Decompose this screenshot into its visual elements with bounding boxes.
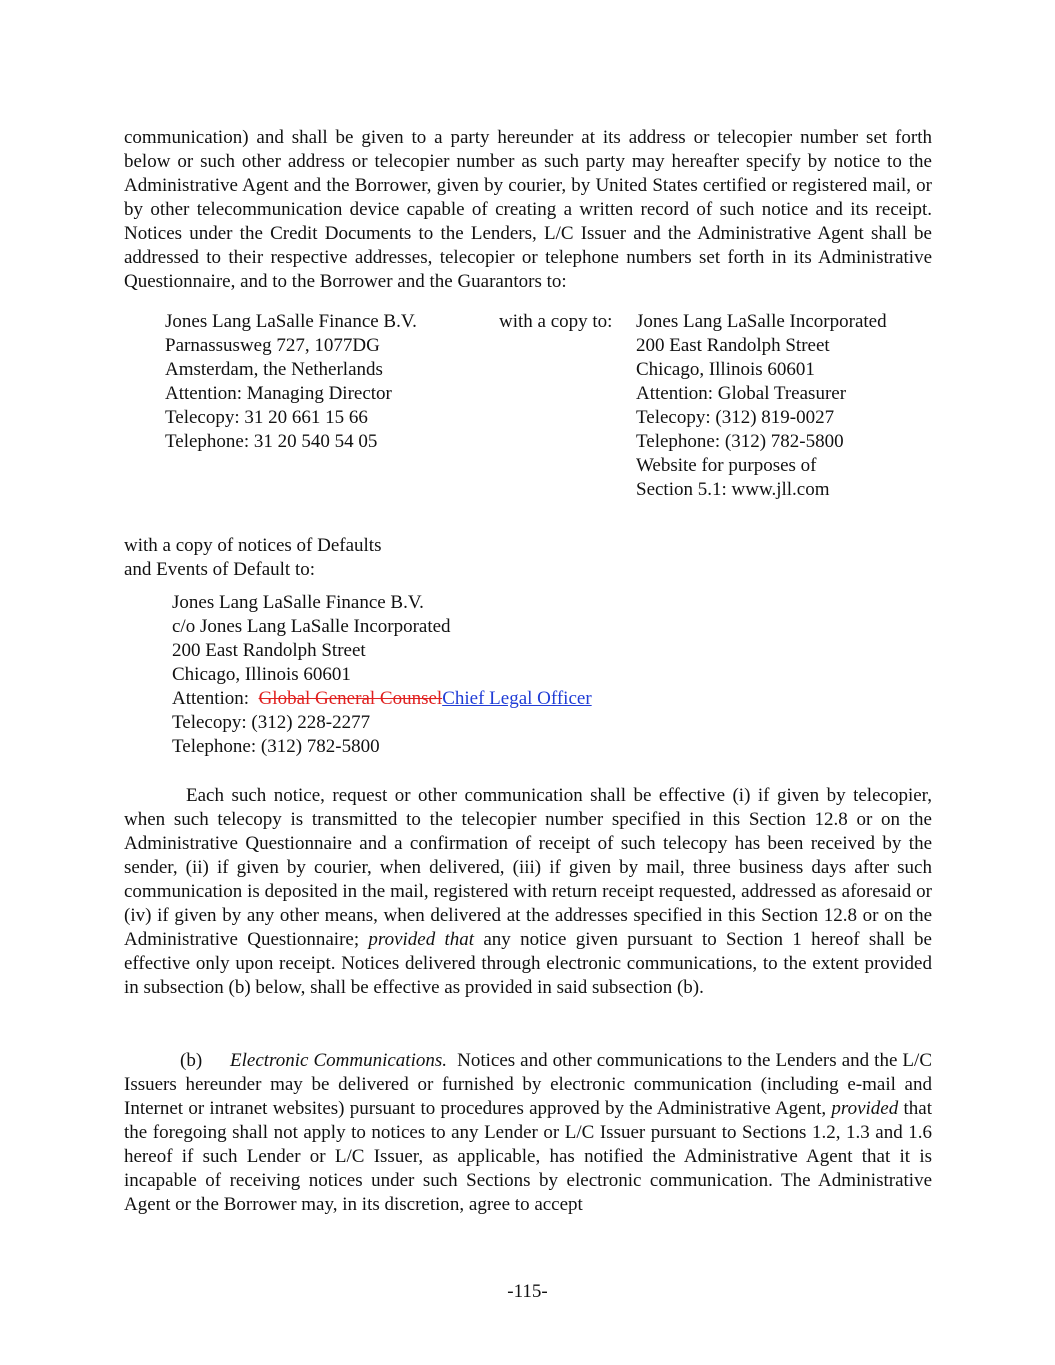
paragraph-text: that the foregoing shall not apply to notices to any Lender or L/C Issuer pursuant to Sections 1.2, 1.3 and 1.6 hereof if such Lender or L/C Issuer, as applicable, has notified the Administrative Agent that it is incapable of receiving notices under such Sections by electronic communication. The Administrative Agent or the Borrower may, in its discretion, agree to accept bbox=[124, 1098, 932, 1215]
notice-delivery-paragraph: communication) and shall be given to a party hereunder at its address or telecopier number set forth below or such other address or telecopier number as such party may hereafter specify by notice to the Administrative Agent and the Borrower, given by courier, by United States certified or registered mail, or by other telecommunication device capable of creating a written record of such notice and its receipt. Notices under the Credit Documents to the Lenders, L/C Issuer and the Administrative Agent shall be addressed to their respective addresses, telecopier or telephone numbers set forth in its Administrative Questionnaire, and to the Borrower and the Guarantors to: bbox=[124, 127, 932, 292]
deleted-text: Global General Counsel bbox=[258, 688, 443, 709]
address-line: Section 5.1: www.jll.com bbox=[636, 479, 830, 500]
page-number: -115- bbox=[507, 1281, 548, 1302]
paragraph-text: Each such notice, request or other communication shall be effective (i) if given by telecopier, when such telecopy is transmitted to the telecopier number specified in this Section 12.8 or on the Administrative Questionnaire and a confirmation of receipt of such telecopy has been received by the sender, (ii) if given by courier, when delivered, (iii) if given by mail, three business days after such communication is deposited in the mail, registered with return receipt requested, addressed as aforesaid or (iv) if given by any other means, when delivered at the addresses specified in this Section 12.8 or on the Administrative Questionnaire; bbox=[124, 785, 932, 950]
address-line: Attention: Global Treasurer bbox=[636, 383, 847, 404]
address-line: Telephone: (312) 782-5800 bbox=[172, 736, 380, 757]
address-line: Telecopy: 31 20 661 15 66 bbox=[165, 407, 368, 428]
borrower-address-block bbox=[165, 310, 417, 454]
paragraph-text: Notices and other communications to the Lenders and the L/C Issuers hereunder may be delivered or furnished by electronic communication (including e-mail and Internet or intranet websites) pursuant to procedures approved by the Administrative Agent, bbox=[124, 1050, 937, 1119]
defaults-address-block bbox=[172, 591, 592, 759]
paragraph-text: any notice given pursuant to Section 1 hereof shall be effective only upon receipt. Notices delivered through electronic communications, to the extent provided in subsection (b) below, shall be effective as provided in said subsection (b). bbox=[124, 929, 932, 998]
attention-line bbox=[172, 687, 592, 711]
intro-line: with a copy of notices of Defaults bbox=[124, 535, 382, 556]
address-line: Telecopy: (312) 228-2277 bbox=[172, 712, 371, 733]
subsection-heading: Electronic Communications. bbox=[230, 1050, 448, 1071]
address-line: Telephone: 31 20 540 54 05 bbox=[165, 431, 378, 452]
address-line: Jones Lang LaSalle Finance B.V. bbox=[165, 311, 417, 332]
address-line: Jones Lang LaSalle Incorporated bbox=[636, 311, 887, 332]
address-line: Chicago, Illinois 60601 bbox=[172, 664, 351, 685]
address-line: 200 East Randolph Street bbox=[172, 640, 366, 661]
intro-line: and Events of Default to: bbox=[124, 559, 316, 580]
electronic-communications-paragraph bbox=[124, 1049, 937, 1217]
address-line: Jones Lang LaSalle Finance B.V. bbox=[172, 592, 424, 613]
copy-to-label: with a copy to: bbox=[499, 311, 613, 332]
address-line: Attention: Managing Director bbox=[165, 383, 392, 404]
attention-prefix: Attention: bbox=[172, 688, 259, 709]
address-line: Parnassusweg 727, 1077DG bbox=[165, 335, 380, 356]
address-line: Website for purposes of bbox=[636, 455, 817, 476]
effectiveness-paragraph bbox=[124, 784, 932, 1000]
address-line: Amsterdam, the Netherlands bbox=[165, 359, 383, 380]
italic-proviso: provided bbox=[831, 1098, 899, 1119]
address-line: Chicago, Illinois 60601 bbox=[636, 359, 815, 380]
copy-address-block bbox=[636, 310, 887, 502]
address-line: Telecopy: (312) 819-0027 bbox=[636, 407, 835, 428]
inserted-text: Chief Legal Officer bbox=[442, 688, 592, 709]
subsection-marker: (b) bbox=[180, 1050, 203, 1071]
address-line: 200 East Randolph Street bbox=[636, 335, 830, 356]
address-line: Telephone: (312) 782-5800 bbox=[636, 431, 844, 452]
defaults-notice-intro bbox=[124, 534, 381, 582]
italic-proviso: provided that bbox=[368, 929, 475, 950]
address-line: c/o Jones Lang LaSalle Incorporated bbox=[172, 616, 451, 637]
